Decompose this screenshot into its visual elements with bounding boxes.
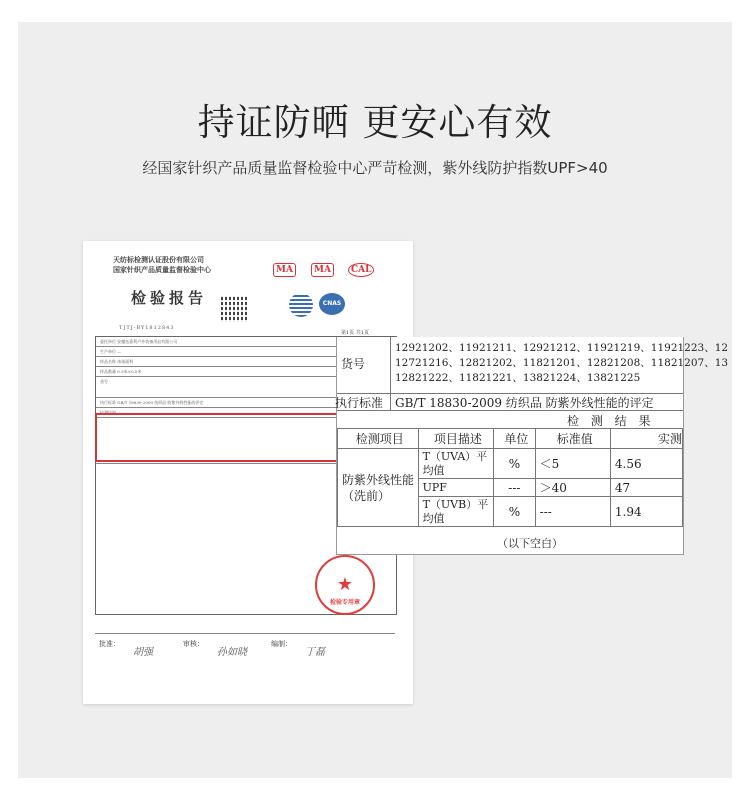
col-header: 标准值 (535, 429, 610, 449)
blank-below-text: （以下空白） (497, 537, 563, 550)
highlight-box (95, 413, 339, 462)
col-header: 项目描述 (418, 429, 494, 449)
measured-cell: 47 (610, 479, 682, 497)
result-table (337, 428, 683, 527)
blank-below-note (337, 535, 683, 551)
model-number-row (337, 337, 729, 394)
standard-cell: ＜5 (535, 449, 610, 479)
star-icon: ★ (336, 574, 354, 595)
model-line: 12721216、12821202、11821201、12821208、11821207、13 (395, 357, 729, 369)
measured-cell: 4.56 (610, 449, 682, 479)
zoomed-result-card (335, 337, 729, 555)
standard-label: 执行标准 (335, 396, 384, 410)
compile-signature: 丁磊 (305, 647, 325, 658)
table-header-row (338, 429, 683, 449)
meta-row: 货号 (96, 377, 396, 398)
desc-cell: UPF (418, 479, 494, 497)
report-divider (95, 633, 395, 634)
col-header: 检测项目 (338, 429, 419, 449)
approve-label: 批准： (99, 640, 120, 648)
cal-cert-mark: CAL (348, 263, 374, 277)
col-header: 实测 (610, 429, 682, 449)
compile-label: 编制： (271, 640, 292, 648)
qr-code-pattern (221, 296, 247, 322)
meta-row: 检测结果 (96, 408, 396, 418)
test-item-cell: 防紫外线性能 （洗前） (338, 449, 419, 527)
page-title: 持证防晒 更安心有效 (197, 101, 553, 144)
table-row (338, 449, 683, 479)
unit-cell: % (494, 449, 536, 479)
standard-cell: ＞40 (535, 479, 610, 497)
meta-row: 样品数量 0.5米×0.5米 (96, 367, 396, 377)
report-org-line1: 天纺标检测认证股份有限公司 (113, 255, 204, 264)
model-line: 12821222、11821221、13821224、13821225 (395, 372, 641, 384)
review-label: 审核： (183, 640, 204, 648)
cma-cert-mark-2: MA (311, 263, 334, 277)
cnas-logo: CNAS (319, 293, 345, 315)
standard-row (337, 393, 683, 411)
col-header: 单位 (494, 429, 536, 449)
meta-row: 样品名称 冰丝面料 (96, 357, 396, 367)
model-number-values (395, 341, 729, 386)
report-page-info: 第1页 共1页 (341, 330, 369, 336)
meta-row: 委托单位 安徽伍嘉利户外装备用品有限公司 (96, 337, 396, 347)
unit-cell: % (494, 497, 536, 527)
result-title-row (337, 410, 683, 429)
desc-cell: T（UVB）平均值 (418, 497, 494, 527)
unit-cell: --- (494, 479, 536, 497)
standard-cell: --- (535, 497, 610, 527)
desc-cell: T（UVA）平均值 (418, 449, 494, 479)
review-signature: 孙如晓 (217, 647, 247, 658)
meta-row: 执行标准 GB/T 18830-2009 纺织品 防紫外线性能的评定 (96, 398, 396, 408)
meta-row: 生产单位 — (96, 347, 396, 357)
page-subtitle: 经国家针织产品质量监督检验中心严苛检测，紫外线防护指数UPF>40 (142, 159, 608, 177)
result-title: 检 测 结 果 (567, 414, 655, 428)
report-title: 检验报告 (131, 289, 208, 307)
measured-cell: 1.94 (610, 497, 682, 527)
approve-signature: 胡强 (133, 647, 153, 658)
report-code: TJTJ-BY1812843 (119, 325, 175, 331)
standard-value: GB/T 18830-2009 纺织品 防紫外线性能的评定 (395, 396, 654, 410)
cma-cert-mark-1: MA (273, 263, 296, 277)
model-line: 12921202、11921211、12921212、11921219、11921223、12 (395, 342, 729, 354)
model-number-label: 货号 (341, 357, 366, 371)
seal-text: 检验专用章 (329, 599, 360, 606)
ilac-globe-icon (289, 293, 313, 317)
inspection-seal (315, 555, 375, 615)
report-org-line2: 国家针织产品质量监督检验中心 (113, 265, 211, 274)
